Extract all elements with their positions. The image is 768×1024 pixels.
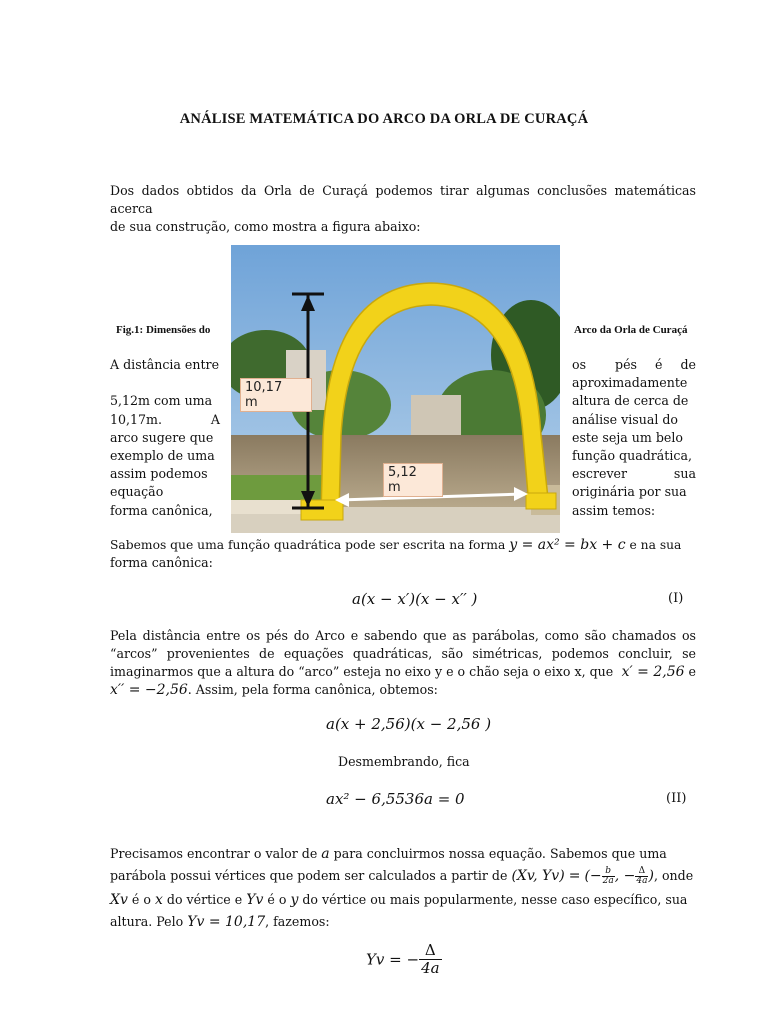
equation-number-2: (II) [666,791,687,806]
var-a: a [321,846,330,862]
wrap-right-line: escrever [572,466,628,482]
vertex-line-2-b: , onde [653,868,694,883]
wrap-right-line: assim temos: [572,502,656,518]
symmetry-line-3-and: e [688,664,696,679]
wrap-right-line: aproximadamente [572,375,688,391]
width-label-value: 5,12 [388,465,417,480]
equation-yv [366,942,442,977]
width-label [383,463,443,497]
vertex-line-2 [110,865,700,889]
wrap-right-line: originária por sua [572,484,687,500]
root-x1: x′ = 2,56 [621,664,685,680]
width-label-unit: m [388,480,401,495]
wrap-right-column [572,356,696,520]
fraction-denominator: 4a [421,959,440,977]
vertex-line-4-b: , fazemos: [265,914,330,929]
fraction-b-over-2a [602,867,615,886]
intro-paragraph [110,182,696,236]
equation-factorized: a(x + 2,56)(x − 2,56 ) [326,715,492,733]
symmetry-line-1: Pela distância entre os pés do Arco e sabendo que as parábolas, como são chamados os [110,628,696,643]
vertex-line-4-a: altura. Pelo [110,914,184,929]
wrap-right-line-end: pés é de [615,357,696,372]
vertex-equals: = [568,868,581,884]
intro-line-1: Dos dados obtidos da Orla de Curaçá podemos tirar algumas conclusões matemáticas acerca [110,183,696,216]
vertex-line-1-b: para concluirmos nossa equação. Sabemos que uma [333,846,667,861]
symmetry-line-3 [110,663,696,681]
general-form-paragraph [110,536,696,554]
vertex-line-3 [110,889,700,911]
wrap-left-line: 5,12m com uma [110,393,213,409]
wrap-right-line: este seja um belo [572,429,683,445]
symmetry-line-4 [110,681,696,699]
fraction-numerator: b [602,867,615,877]
var-x: x [154,892,163,908]
var-y: y [290,892,299,908]
fraction-numerator: Δ [419,942,442,960]
vertex-line-1-a: Precisamos encontrar o valor de [110,846,318,861]
desmembrando-text: Desmembrando, fica [338,754,470,769]
root-x2: x′′ = −2,56 [110,682,188,698]
general-form-line2: forma canônica: [110,555,213,570]
wrap-left-line: 10,17m. [110,411,162,427]
var-xv: Xv [110,892,128,908]
arch-photo [231,245,560,533]
page-title: ANÁLISE MATEMÁTICA DO ARCO DA ORLA DE CURAÇÁ [179,111,589,127]
vertex-line-3-c: é o [267,892,287,907]
vertex-line-2-a: parábola possui vértices que podem ser calculados a partir de [110,868,508,883]
wrap-left-line: assim podemos [110,466,208,482]
general-form-lead: Sabemos que uma função quadrática pode ser escrita na forma [110,538,506,552]
height-label [240,378,312,412]
equation-expanded: ax² − 6,5536a = 0 [326,790,465,808]
vertex-open: (− [584,868,602,884]
intro-line-2: de sua construção, como mostra a figura abaixo: [110,219,421,234]
vertex-close: ) [648,868,654,884]
wrap-left-line-end: A [210,411,220,427]
wrap-left-line: A distância entre [110,357,220,372]
height-label-value: 10,17 [245,380,283,395]
wrap-right-line: análise visual do [572,411,679,427]
symmetry-line-4-text: . Assim, pela forma canônica, obtemos: [187,682,438,697]
fraction-delta-over-4a [635,867,648,886]
vertex-line-1 [110,843,700,865]
equation-number-1: (I) [668,591,684,606]
equation-canonical: a(x − x′)(x − x′′ ) [352,590,478,608]
wrap-right-line: os [572,357,587,372]
wrap-right-line: função quadrática, [572,447,692,463]
wrap-left-line: arco sugere que [110,429,214,445]
symmetry-paragraph [110,627,696,699]
var-yv: Yv [246,892,264,908]
wrap-right-line: altura de cerca de [572,393,689,409]
height-label-unit: m [245,395,258,410]
fraction-denominator: 4a [636,876,648,886]
fraction-numerator: Δ [635,867,648,877]
figure-caption-right: Arco da Orla de Curaçá [574,324,688,336]
yv-value: Yv = 10,17 [187,914,266,930]
vertex-line-4 [110,911,700,933]
fraction-denominator: 2a [602,876,614,886]
general-form-equation: y = ax² = bx + c [509,537,626,553]
symmetry-line-3-text: imaginarmos que a altura do “arco” esteja no eixo y e o chão seja o eixo x, que [110,664,614,679]
figure-caption-left: Fig.1: Dimensões do [116,324,211,336]
fraction-delta-over-4a-large [419,942,442,977]
vertex-pair: (Xv, Yv) [511,868,565,884]
equation-yv-lhs: Yv = − [366,950,420,969]
vertex-line-3-b: do vértice e [166,892,243,907]
vertex-line-3-a: é o [131,892,151,907]
wrap-left-line: exemplo de uma [110,447,215,463]
general-form-tail: e na sua [629,538,682,552]
vertex-paragraph [110,843,700,933]
wrap-left-column [110,356,220,520]
vertex-comma: , − [614,868,636,884]
vertex-line-3-d: do vértice ou mais popularmente, nesse caso específico, sua [302,892,688,907]
symmetry-line-2: “arcos” provenientes de equações quadráticas, são simétricas, podemos concluir, se [110,646,696,661]
wrap-left-line: forma canônica, [110,502,213,518]
wrap-left-line: equação [110,484,164,500]
wrap-right-line-end: sua [673,466,696,482]
